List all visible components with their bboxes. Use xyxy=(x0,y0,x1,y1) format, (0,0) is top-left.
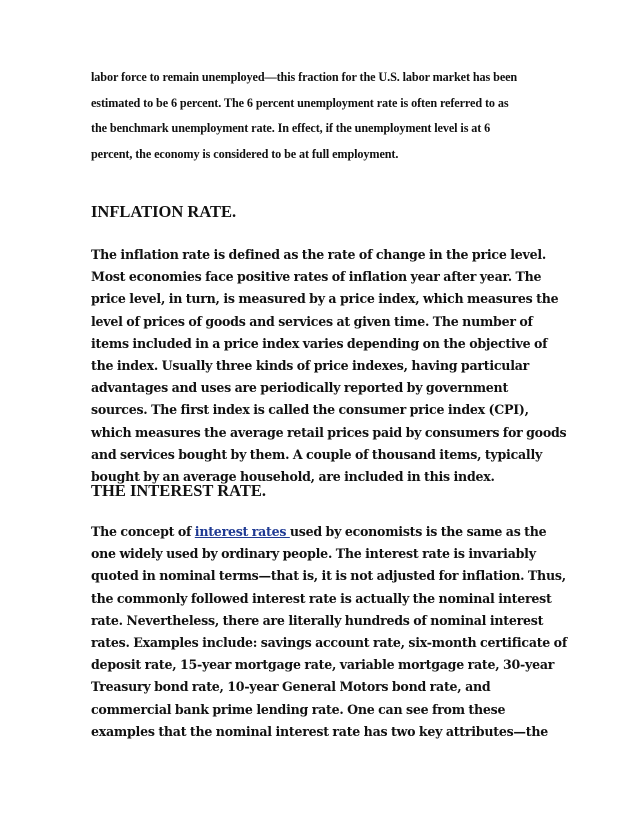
line-prefix: The concept of xyxy=(91,524,195,539)
paragraph-line: quoted in nominal terms—that is, it is not adjusted for inflation. Thus, xyxy=(91,568,566,584)
paragraph-line: the benchmark unemployment rate. In effect, if the unemployment level is at 6 xyxy=(91,121,491,135)
paragraph-line-with-link xyxy=(91,521,561,543)
paragraph-line: rate. Nevertheless, there are literally hundreds of nominal interest xyxy=(91,612,544,628)
inflation-paragraph xyxy=(91,244,567,488)
paragraph-line: deposit rate, 15-year mortgage rate, variable mortgage rate, 30-year xyxy=(91,657,555,673)
paragraph-line: and services bought by them. A couple of thousand items, typically xyxy=(91,446,543,462)
paragraph-line: the commonly followed interest rate is actually the nominal interest xyxy=(91,590,552,606)
line-suffix: used by economists is the same as the xyxy=(289,524,547,539)
paragraph-line: examples that the nominal interest rate has two key attributes—the xyxy=(91,723,549,739)
paragraph-line: the index. Usually three kinds of price indexes, having particular xyxy=(91,358,530,374)
paragraph-line: one widely used by ordinary people. The interest rate is invariably xyxy=(91,546,536,562)
paragraph-line: sources. The first index is called the consumer price index (CPI), xyxy=(91,402,529,418)
paragraph-line: advantages and uses are periodically reported by government xyxy=(91,380,509,396)
paragraph-line: commercial bank prime lending rate. One can see from these xyxy=(91,701,506,717)
paragraph-line: items included in a price index varies depending on the objective of xyxy=(91,335,548,351)
paragraph-line: which measures the average retail prices paid by consumers for goods xyxy=(91,424,567,440)
intro-paragraph xyxy=(91,65,561,167)
paragraph-line: level of prices of goods and services at given time. The number of xyxy=(91,313,533,329)
interest-rates-link[interactable]: interest rates xyxy=(194,524,290,539)
paragraph-line: price level, in turn, is measured by a price index, which measures the xyxy=(91,291,559,307)
inflation-rate-heading: INFLATION RATE. xyxy=(91,202,237,221)
interest-paragraph xyxy=(91,521,568,743)
paragraph-line: bought by an average household, are included in this index. xyxy=(91,469,495,485)
paragraph-line: Most economies face positive rates of inflation year after year. The xyxy=(91,269,542,285)
paragraph-line: labor force to remain unemployed—this fraction for the U.S. labor market has been xyxy=(91,70,518,84)
paragraph-line: rates. Examples include: savings account rate, six-month certificate of xyxy=(91,635,568,651)
interest-rate-heading: THE INTEREST RATE. xyxy=(91,481,266,500)
paragraph-line: percent, the economy is considered to be at full employment. xyxy=(91,146,399,161)
paragraph-line: The inflation rate is defined as the rate of change in the price level. xyxy=(91,247,547,262)
paragraph-line: Treasury bond rate, 10-year General Motors bond rate, and xyxy=(91,679,491,695)
paragraph-line: estimated to be 6 percent. The 6 percent unemployment rate is often referred to as xyxy=(91,95,509,110)
